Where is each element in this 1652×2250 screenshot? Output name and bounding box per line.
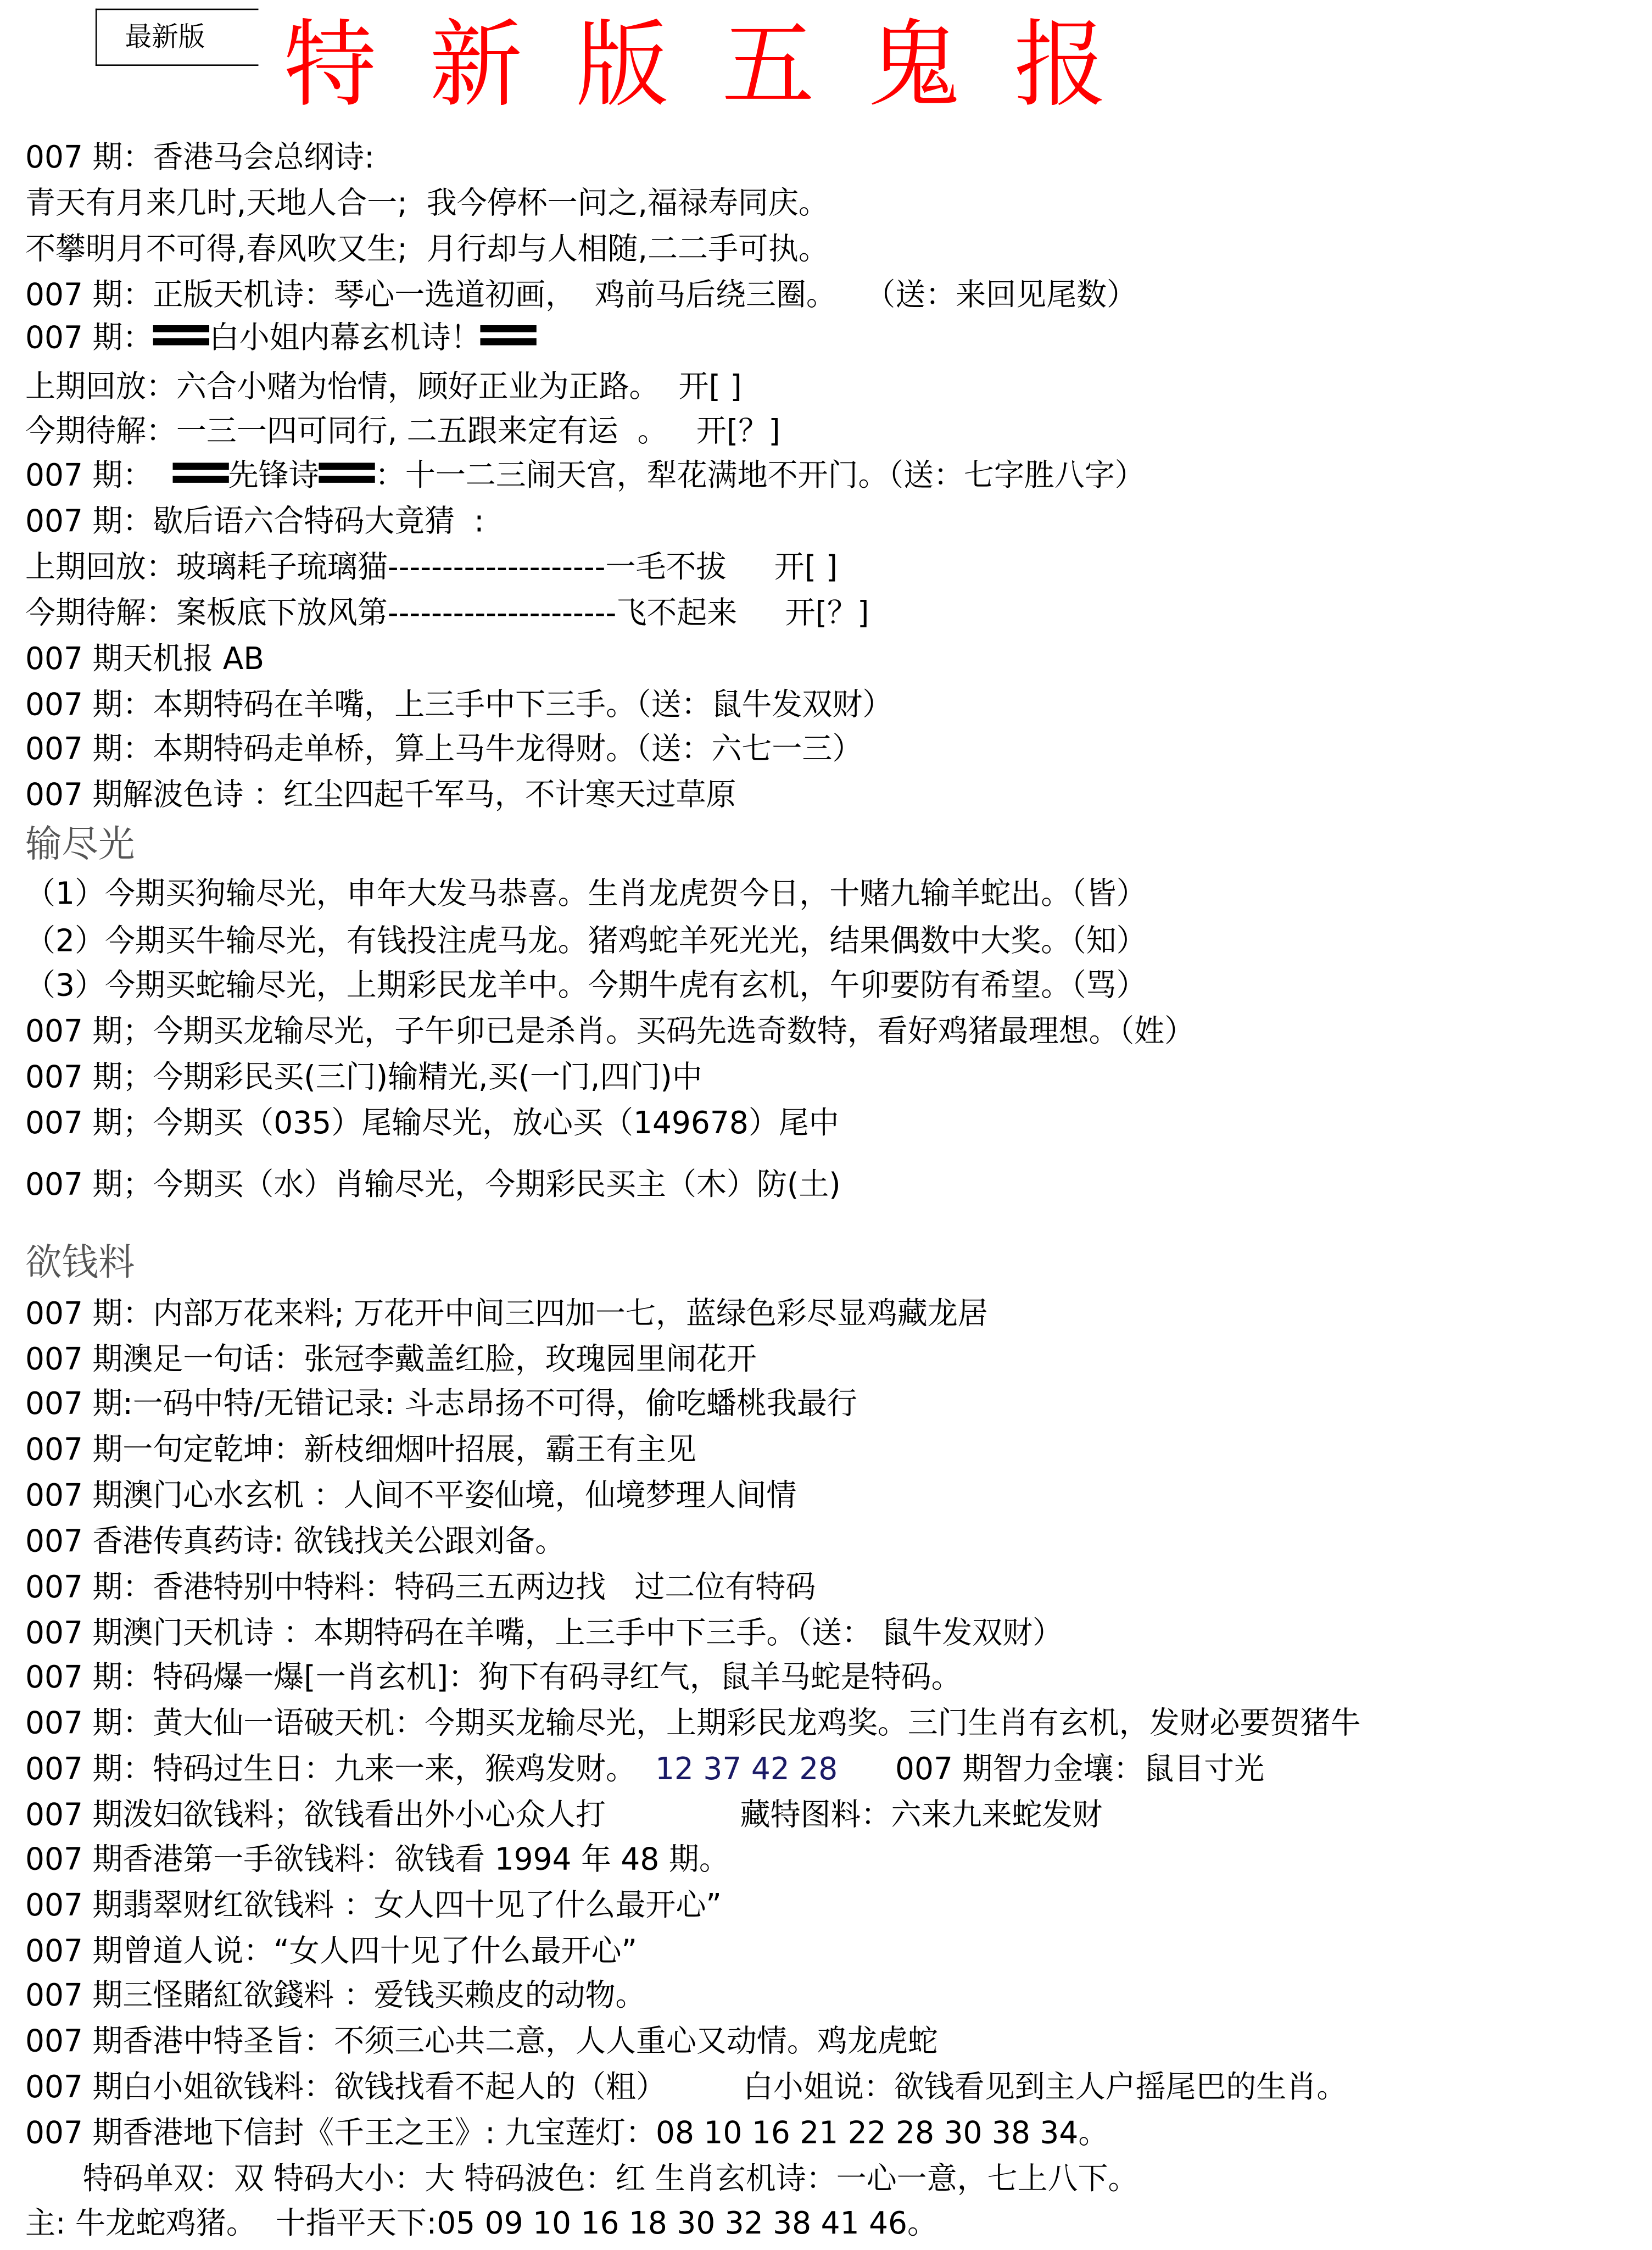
line-text: 007 期智力金壤：鼠目寸光 — [838, 1752, 1265, 1788]
text-line: 007 期曾道人说：“女人四十见了什么最开心” — [25, 1934, 637, 1970]
text-line: （1）今期买狗输尽光，申年大发马恭喜。生肖龙虎贺今日，十赌九输羊蛇出。（皆） — [25, 877, 1147, 913]
text-line: 特码单双：双 特码大小：大 特码波色：红 生肖玄机诗：一心一意，七上八下。 — [25, 2162, 1138, 2198]
text-line: 今期待解：一三一四可同行, 二五跟来定有运 。 开[？] — [25, 414, 780, 450]
text-line: （2）今期买牛输尽光，有钱投注虎马龙。猪鸡蛇羊死光光，结果偶数中大奖。（知） — [25, 924, 1147, 960]
text-line: 007 期：内部万花来料; 万花开中间三四加一七，蓝绿色彩尽显鸡藏龙居 — [25, 1296, 988, 1333]
page-title: 特新版五鬼报 — [283, 10, 1160, 121]
text-line: 不攀明月不可得,春风吹又生; 月行却与人相随,二二手可执。 — [25, 232, 829, 268]
text-line — [25, 1749, 1264, 1792]
trigram-icon — [319, 463, 375, 483]
section-heading: 欲钱料 — [25, 1242, 135, 1285]
text-line: 007 期白小姐欲钱料：欲钱找看不起人的（粗） 白小姐说：欲钱看见到主人户摇尾巴的生肖。 — [25, 2070, 1347, 2106]
text-line: 007 期：黄大仙一语破天机：今期买龙输尽光，上期彩民龙鸡奖。三门生肖有玄机，发财必要贺猪牛 — [25, 1706, 1361, 1742]
text-line: 007 期香港地下信封《千王之王》: 九宝莲灯：08 10 16 21 22 28 30 38 34。 — [25, 2116, 1109, 2152]
text-line: 007 期：本期特码在羊嘴，上三手中下三手。（送：鼠牛发双财） — [25, 687, 893, 724]
text-line — [25, 455, 1145, 498]
text-line: 007 期；今期买（水）肖输尽光，今期彩民买主（木）防(土) — [25, 1167, 841, 1204]
line-heading: 白小姐内幕玄机诗！ — [209, 321, 481, 357]
text-line: 007 期澳门天机诗 ：本期特码在羊嘴，上三手中下三手。（送： 鼠牛发双财） — [25, 1616, 1063, 1652]
text-line: 007 期香港第一手欲钱料：欲钱看 1994 年 48 期。 — [25, 1842, 729, 1879]
text-line: 007 期：歇后语六合特码大竟猜 : — [25, 504, 484, 541]
text-line: 007 期天机报 AB — [25, 642, 265, 678]
text-line: 今期待解：案板底下放风第---------------------飞不起来 开[？] — [25, 595, 869, 632]
text-line: 007 期解波色诗 ：红尘四起千军马，不计寒天过草原 — [25, 778, 736, 814]
text-line: 007 期一句定乾坤：新枝细烟叶招展，霸王有主见 — [25, 1433, 696, 1469]
line-text: ：十一二三闹天宫，犁花满地不开门。（送：七字胜八字） — [375, 458, 1145, 494]
text-line: 007 期：特码爆一爆[一肖玄机]：狗下有码寻红气，鼠羊马蛇是特码。 — [25, 1660, 962, 1696]
text-line: 007 期：正版天机诗：琴心一选道初画， 鸡前马后绕三圈。 （送：来回见尾数） — [25, 277, 1137, 314]
number-list: 12 37 42 28 — [655, 1752, 838, 1788]
text-line: 007 期翡翠财红欲钱料 ：女人四十见了什么最开心” — [25, 1888, 722, 1924]
text-line: 007 期；今期彩民买(三门)输精光,买(一门,四门)中 — [25, 1060, 702, 1096]
text-line: 007 期：香港特别中特料：特码三五两边找 过二位有特码 — [25, 1570, 816, 1606]
text-line: 上期回放：六合小赌为怡情，顾好正业为正路。 开[ ] — [25, 369, 742, 406]
text-line: 007 期澳门心水玄机 ：人间不平姿仙境，仙境梦理人间情 — [25, 1478, 797, 1514]
text-line: 上期回放：玻璃耗子琉璃猫--------------------一毛不拔 开[ ] — [25, 550, 838, 586]
trigram-icon — [172, 463, 228, 483]
text-line: 青天有月来几时,天地人合一; 我今停杯一问之,福禄寿同庆。 — [25, 186, 829, 222]
text-line: 007 期：香港马会总纲诗: — [25, 140, 375, 176]
text-line: （3）今期买蛇输尽光，上期彩民龙羊中。今期牛虎有玄机，午卯要防有希望。（骂） — [25, 968, 1147, 1005]
text-line — [25, 318, 537, 361]
section-heading: 输尽光 — [25, 823, 135, 867]
edition-badge: 最新版 — [96, 9, 259, 66]
text-line: 007 期澳足一句话：张冠李戴盖红脸，玫瑰园里闹花开 — [25, 1342, 757, 1378]
line-prefix: 007 期： — [25, 321, 153, 357]
text-line: 主: 牛龙蛇鸡猪。 十指平天下:05 09 10 16 18 30 32 38 41 46。 — [25, 2206, 938, 2242]
text-line: 007 期：本期特码走单桥，算上马牛龙得财。（送：六七一三） — [25, 732, 863, 768]
text-line: 007 期:一码中特/无错记录: 斗志昂扬不可得，偷吃蟠桃我最行 — [25, 1386, 857, 1423]
text-line: 007 期香港中特圣旨：不须三心共二意，人人重心又动情。鸡龙虎蛇 — [25, 2024, 938, 2060]
line-heading: 先锋诗 — [228, 458, 319, 494]
line-text: 007 期：特码过生日：九来一来，猴鸡发财。 — [25, 1752, 655, 1788]
text-line: 007 期泼妇欲钱料；欲钱看出外小心众人打 藏特图料：六来九来蛇发财 — [25, 1798, 1103, 1834]
text-line: 007 期；今期买龙输尽光，子午卯已是杀肖。买码先选奇数特，看好鸡猪最理想。（姓） — [25, 1014, 1195, 1050]
text-line: 007 期；今期买（035）尾输尽光，放心买（149678）尾中 — [25, 1106, 839, 1142]
text-line: 007 期三怪賭紅欲錢料 ：爱钱买赖皮的动物。 — [25, 1978, 646, 2014]
text-line: 007 香港传真药诗: 欲钱找关公跟刘备。 — [25, 1524, 566, 1561]
trigram-icon — [481, 325, 537, 346]
line-prefix: 007 期： — [25, 458, 172, 494]
trigram-icon — [153, 325, 209, 346]
